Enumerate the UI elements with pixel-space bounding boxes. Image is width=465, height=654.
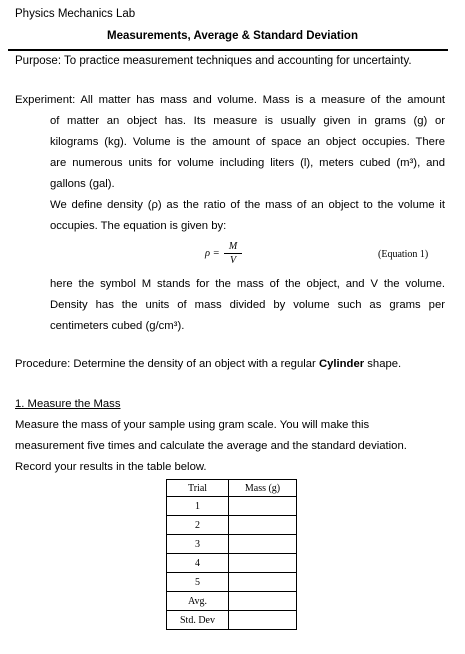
title-divider [8,49,448,51]
equation-label: (Equation 1) [378,249,429,260]
mass-input-cell[interactable] [229,573,297,592]
equation-denominator: V [229,255,237,266]
lab-title: Physics Mechanics Lab [15,8,136,20]
experiment-line-1: Experiment: All matter has mass and volume. Mass is a measure of the amount [15,94,445,106]
trial-cell: 5 [167,573,229,592]
equation-numerator: M [228,241,238,252]
section-1-line-3: Record your results in the table below. [15,461,207,473]
table-row [167,497,297,516]
experiment-line-7: occupies. The equation is given by: [50,220,227,232]
procedure-prefix: Procedure: Determine the density of an object with a regular [15,358,319,370]
procedure-shape: Cylinder [318,358,365,370]
experiment-line-9: Density has the units of mass divided by volume such as grams per [50,299,445,311]
average-input-cell[interactable] [229,592,297,611]
equation-fraction [224,241,242,266]
table-row [167,611,297,630]
section-1-line-1: Measure the mass of your sample using gram scale. You will make this [15,419,370,431]
experiment-line-6: We define density (ρ) as the ratio of the mass of an object to the volume it [50,199,445,211]
table-header-row [167,480,297,497]
mass-input-cell[interactable] [229,535,297,554]
experiment-line-5: gallons (gal). [50,178,115,190]
section-1-heading: 1. Measure the Mass [15,398,121,410]
trial-cell: 4 [167,554,229,573]
experiment-line-8: here the symbol M stands for the mass of the object, and V the volume. [50,278,445,290]
table-row [167,573,297,592]
mass-input-cell[interactable] [229,516,297,535]
trial-column-header: Trial [167,480,229,497]
std-dev-label-cell: Std. Dev [167,611,229,630]
procedure-suffix: shape. [364,358,402,370]
table-row [167,535,297,554]
equation-lhs: ρ = [205,248,220,259]
experiment-line-2: of matter an object has. Its measure is usually given in grams (g) or [50,115,445,127]
table-row [167,516,297,535]
mass-input-cell[interactable] [229,554,297,573]
section-1-line-2: measurement five times and calculate the average and the standard deviation. [15,440,407,452]
average-label-cell: Avg. [167,592,229,611]
table-row [167,554,297,573]
trial-cell: 3 [167,535,229,554]
experiment-line-3: kilograms (kg). Volume is the amount of space an object occupies. There [50,136,445,148]
trial-cell: 1 [167,497,229,516]
mass-column-header: Mass (g) [229,480,297,497]
procedure-text [15,358,401,370]
std-dev-input-cell[interactable] [229,611,297,630]
mass-input-cell[interactable] [229,497,297,516]
trial-cell: 2 [167,516,229,535]
experiment-line-10: centimeters cubed (g/cm³). [50,320,185,332]
purpose-text: Purpose: To practice measurement techniques and accounting for uncertainty. [15,55,412,67]
fraction-bar [224,253,242,254]
mass-table [166,479,297,630]
main-title: Measurements, Average & Standard Deviation [107,30,358,42]
table-row [167,592,297,611]
experiment-line-4: are numerous units for volume including liters (l), meters cubed (m³), and [50,157,445,169]
